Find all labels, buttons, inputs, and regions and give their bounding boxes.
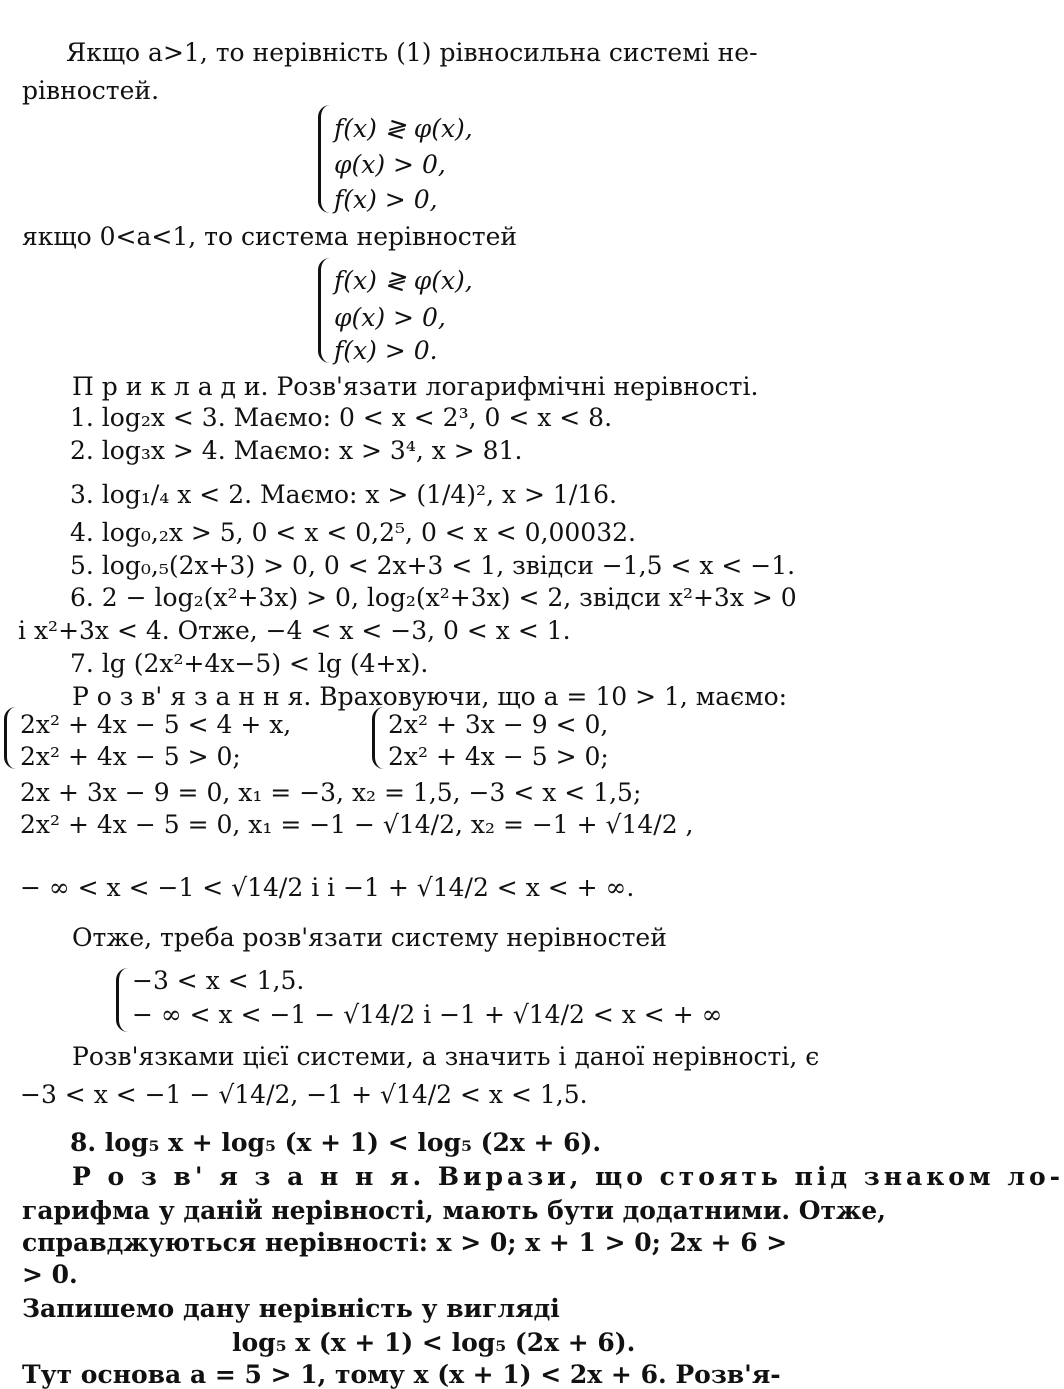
formula-line: f(x) ≷ φ(x), (334, 114, 473, 143)
example-line: 4. log₀,₂x > 5, 0 < x < 0,2⁵, 0 < x < 0,00032. (70, 518, 636, 547)
formula-line: 2x + 3x − 9 = 0, x₁ = −3, x₂ = 1,5, −3 < x < 1,5; (20, 778, 642, 807)
text-line: > 0. (22, 1260, 78, 1289)
formula-line: 2x² + 4x − 5 < 4 + x, (20, 710, 292, 739)
text-line: гарифма у даній нерівності, мають бути додатними. Отже, (22, 1196, 886, 1225)
formula-line: log₅ x (x + 1) < log₅ (2x + 6). (232, 1328, 636, 1357)
text-line: якщо 0<a<1, то система нерівностей (22, 222, 518, 251)
formula-line: 2x² + 4x − 5 > 0; (20, 742, 241, 771)
system-brace (116, 968, 129, 1032)
example-line: 8. log₅ x + log₅ (x + 1) < log₅ (2x + 6). (70, 1128, 602, 1157)
formula-line: f(x) > 0, (334, 185, 438, 214)
example-line: 2. log₃x > 4. Маємо: x > 3⁴, x > 81. (70, 436, 523, 465)
system-brace (4, 707, 17, 769)
text-line: Тут основа a = 5 > 1, тому x (x + 1) < 2x + 6. Розв'я- (22, 1360, 781, 1389)
formula-line: 2x² + 3x − 9 < 0, (388, 710, 609, 739)
text-line: Отже, треба розв'язати систему нерівностей (72, 923, 667, 952)
formula-line: −3 < x < 1,5. (132, 966, 305, 995)
text-line: Р о з в' я з а н н я. Вирази, що стоять під знаком ло- (72, 1162, 1064, 1191)
example-line: 7. lg (2x²+4x−5) < lg (4+x). (70, 649, 429, 678)
example-line: 3. log₁/₄ x < 2. Маємо: x > (1/4)², x > 1/16. (70, 480, 617, 509)
system-brace (372, 707, 385, 769)
system-brace (318, 105, 331, 213)
text-line: Запишемо дану нерівність у вигляді (22, 1294, 560, 1323)
formula-line: φ(x) > 0, (334, 150, 446, 179)
formula-line: 2x² + 4x − 5 = 0, x₁ = −1 − √14/2, x₂ = −1 + √14/2 , (20, 810, 694, 839)
formula-line: f(x) > 0. (334, 336, 438, 365)
formula-line: − ∞ < x < −1 − √14/2 і −1 + √14/2 < x < + ∞ (132, 1000, 723, 1029)
formula-line: φ(x) > 0, (334, 303, 446, 332)
text-line: рівностей. (22, 76, 160, 105)
text-line: Якщо a>1, то нерівність (1) рівносильна системі не- (66, 38, 758, 67)
example-line: і x²+3x < 4. Отже, −4 < x < −3, 0 < x < 1. (18, 616, 571, 645)
example-line: 1. log₂x < 3. Маємо: 0 < x < 2³, 0 < x < 8. (70, 403, 613, 432)
formula-line: f(x) ≷ φ(x), (334, 266, 473, 295)
example-line: 6. 2 − log₂(x²+3x) > 0, log₂(x²+3x) < 2, звідси x²+3x > 0 (70, 583, 797, 612)
text-line: справджуються нерівності: x > 0; x + 1 > 0; 2x + 6 > (22, 1228, 788, 1257)
formula-line: −3 < x < −1 − √14/2, −1 + √14/2 < x < 1,5. (20, 1080, 588, 1109)
text-line: Р о з в' я з а н н я. Враховуючи, що a = 10 > 1, маємо: (72, 682, 788, 711)
text-line: П р и к л а д и. Розв'язати логарифмічні нерівності. (72, 372, 759, 401)
system-brace (318, 258, 331, 363)
formula-line: 2x² + 4x − 5 > 0; (388, 742, 609, 771)
formula-line: − ∞ < x < −1 < √14/2 і і −1 + √14/2 < x < + ∞. (20, 873, 635, 902)
example-line: 5. log₀,₅(2x+3) > 0, 0 < 2x+3 < 1, звідси −1,5 < x < −1. (70, 551, 796, 580)
text-line: Розв'язками цієї системи, а значить і даної нерівності, є (72, 1042, 820, 1071)
